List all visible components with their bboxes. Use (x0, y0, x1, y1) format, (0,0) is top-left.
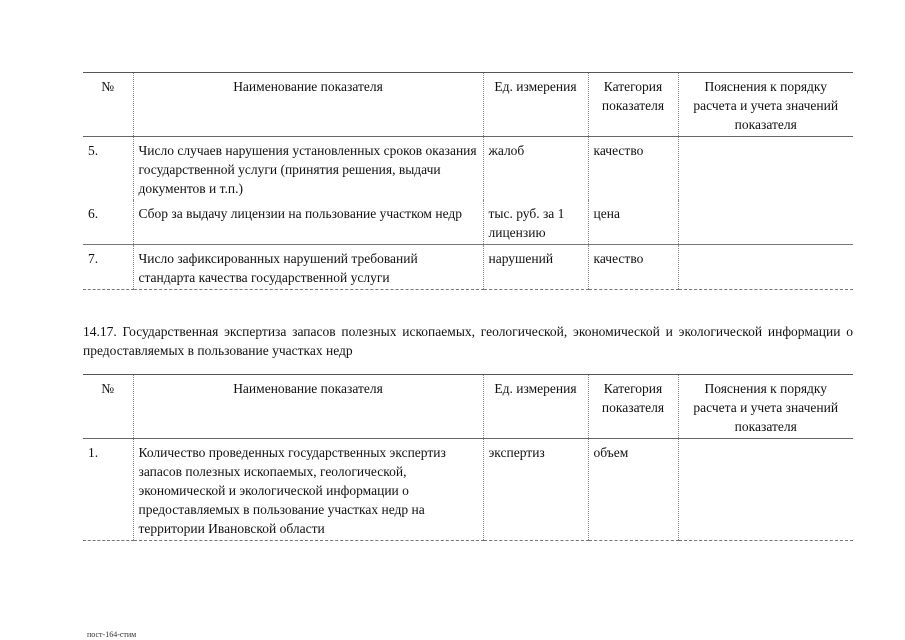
row-unit: экспертиз (483, 439, 588, 541)
section-heading: 14.17. Государственная экспертиза запасов полезных ископаемых, геологической, экономической и экологической информации о предоставляемых в пользование участках недр (83, 324, 853, 358)
row-category: цена (588, 200, 678, 245)
row-name: Количество проведенных государственных экспертиз запасов полезных ископаемых, геологической, экономической и экологической информации о предоставляемых в пользование участках недр на территории Ивановской области (133, 439, 483, 541)
header-notes: Пояснения к порядку расчета и учета значений показателя (678, 73, 853, 137)
table-header-row (83, 73, 853, 137)
table-row (83, 137, 853, 201)
header-category: Категория показателя (588, 375, 678, 439)
header-notes: Пояснения к порядку расчета и учета значений показателя (678, 375, 853, 439)
header-name: Наименование показателя (133, 375, 483, 439)
table-header-row (83, 375, 853, 439)
row-unit: нарушений (483, 245, 588, 290)
header-unit: Ед. измерения (483, 375, 588, 439)
header-num: № (83, 375, 133, 439)
row-num: 6. (83, 200, 133, 245)
row-name: Число случаев нарушения установленных сроков оказания государственной услуги (принятия решения, выдачи документов и т.п.) (133, 137, 483, 201)
row-name: Число зафиксированных нарушений требований стандарта качества государственной услуги (133, 245, 483, 290)
row-notes (678, 439, 853, 541)
row-notes (678, 137, 853, 201)
header-name: Наименование показателя (133, 73, 483, 137)
header-category: Категория показателя (588, 73, 678, 137)
row-category: качество (588, 137, 678, 201)
row-num: 7. (83, 245, 133, 290)
header-unit: Ед. измерения (483, 73, 588, 137)
row-num: 1. (83, 439, 133, 541)
row-num: 5. (83, 137, 133, 201)
row-notes (678, 245, 853, 290)
row-unit: тыс. руб. за 1 лицензию (483, 200, 588, 245)
table-row (83, 245, 853, 290)
header-num: № (83, 73, 133, 137)
row-unit: жалоб (483, 137, 588, 201)
table-row (83, 439, 853, 541)
row-category: объем (588, 439, 678, 541)
row-category: качество (588, 245, 678, 290)
footer-file-label: пост-164-стим (87, 630, 137, 639)
row-name: Сбор за выдачу лицензии на пользование участком недр (133, 200, 483, 245)
indicators-table-1 (83, 72, 853, 290)
indicators-table-2 (83, 374, 853, 541)
table-row (83, 200, 853, 245)
row-notes (678, 200, 853, 245)
